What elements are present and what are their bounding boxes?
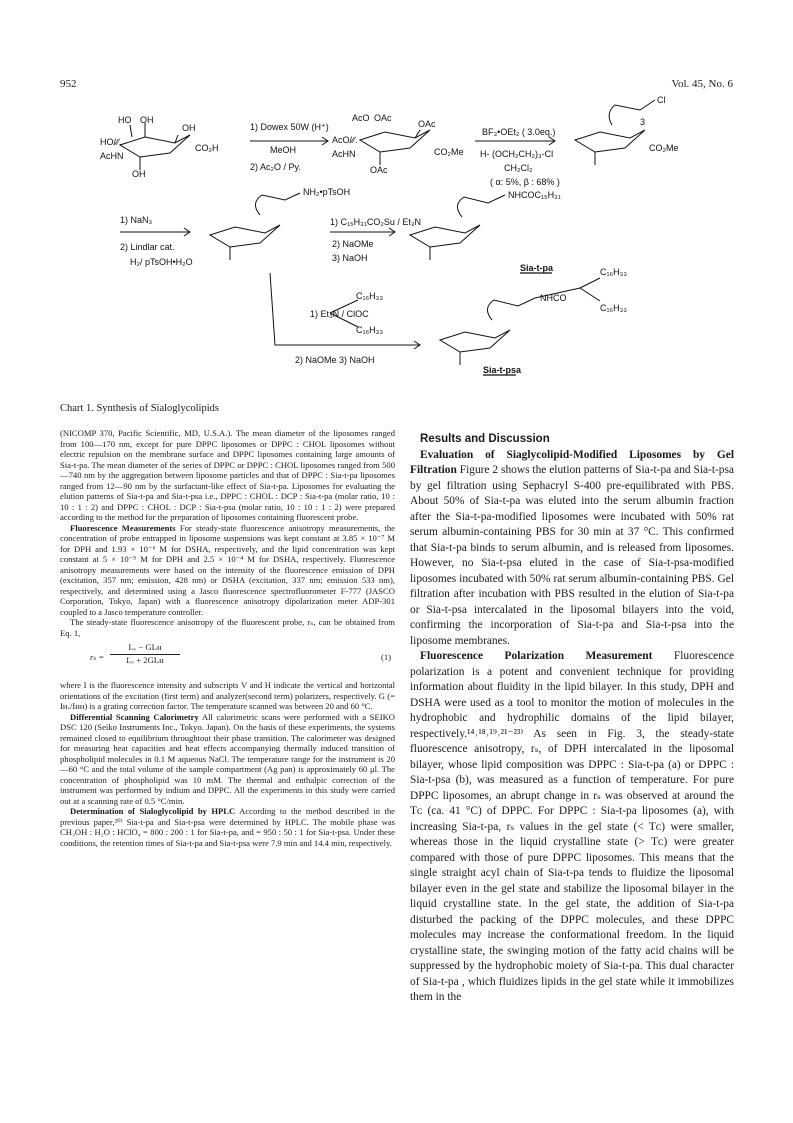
- scheme-text: CO₂Me: [434, 147, 464, 157]
- paragraph: Differential Scanning Calorimetry All calorimetric scans were performed with a SEIKO DSC 120 (Seiko Instruments Inc., Tokyo. Japan). On the basis of these experiments, the systems remained closed to equilibrium throughtout their phase transition. The calorimeter was designed for measuring heat capacities and heat effects accompanying thermally induced transition of phospholipid molecules in 0.1 M aqueous NaCl. The temperature range for the instrument is 20—60 °C and the total volume of the sample compartment (Ag pan) is approximately 60 μl. The concentration of phospholipid was 10 mM. The thermal and enthalpic correction of the instrument was performed by indium and DPPC. All the experiments in this study were carried out at a scanning rate of 0.5 °C/min.: [60, 711, 395, 806]
- scheme-text: OAc: [370, 165, 388, 175]
- page-number: 952: [60, 78, 77, 90]
- paragraph: The steady-state fluorescence anisotropy of the fluorescent probe, rₛ, can be obtained from Eq. 1,: [60, 617, 395, 638]
- scheme-text: 2) NaOMe: [332, 239, 374, 249]
- paragraph: Determination of Sialoglycolipid by HPLC According to the method described in the previous paper,²⁰⁾ Sia-t-pa and Sia-t-psa were determined by HPLC. The mobile phase was CH₃OH : H₂O : HClO₄ = 800 : 200 : 1 for Sia-t-pa, and = 950 : 50 : 1 for Sia-t-psa. Under these conditions, the retention times of Sia-t-pa and Sia-t-psa were 7.9 min and 14.4 min, respectively.: [60, 806, 396, 848]
- scheme-text: 1) NaN₃: [120, 215, 153, 225]
- paragraph: Fluorescence Polarization Measurement Fluorescence polarization is a potent and convenient technique for providing information about fluidity in the lipid bilayer. In this study, DPH and DSHA were used as a tool to monitor the motion of molecules in the hydrophobic and hydrophilic domains of the lipid bilayer, respectively.¹⁴˒¹⁸˒¹⁹˒²¹⁻²³⁾ As seen in Fig. 3, the steady-state fluorescence anisotropy, rₛ, of DPH intercalated in the liposomal bilayer, whose lipid composition was DPPC : Sia-t-pa (a) or DPPC : Sia-t-psa (b), was measured as a function of temperature. For pure DPPC liposomes, an abrupt change in rₛ was observed at around the Tᴄ (ca. 41 °C) of DPPC. For DPPC : Sia-t-pa liposomes (a), with increasing Sia-t-pa, rₛ values in the gel state (< Tᴄ) were smaller, whereas those in the liquid crystalline state (> Tᴄ) were greater compared with those of pure DPPC liposomes. This means that the single straight acyl chain of Sia-t-pa tends to fluidize the liposomal bilayer even in the gel state and stabilize the liposomal bilayer in the liquid crystalline state. In the gel state, the addition of Sia-t-pa disturbed the packing of the DPPC molecules, and these DPPC molecules may increase the conformational freedom. In the liquid crystalline state, the swinging motion of the fatty acid chains will be suppressed by the hydrophobic moiety of Sia-t-pa. This dual character of Sia-t-pa , which fluidizes lipids in the gel state while it immobilizes them in the: [410, 650, 734, 1003]
- scheme-text: 1) C₁₅H₃₁CO₂Su / Et₃N: [330, 217, 422, 227]
- synthesis-scheme: [100, 95, 720, 395]
- scheme-text: H- (OCH₂CH₂)₃-Cl: [480, 149, 554, 159]
- scheme-text: AcHN: [332, 149, 356, 159]
- scheme-text: NHCOC₁₅H₃₁: [508, 190, 561, 200]
- scheme-text: 3) NaOH: [332, 253, 368, 263]
- scheme-text: AcO: [352, 113, 370, 123]
- scheme-text: OH: [132, 169, 146, 179]
- right-column: [410, 432, 734, 1006]
- scheme-text: CO₂H: [195, 143, 219, 153]
- scheme-text: 1) Dowex 50W (H⁺): [250, 122, 329, 132]
- section-heading: Fluorescence Measurements: [70, 522, 176, 533]
- scheme-text: H₂/ pTsOH•H₂O: [130, 257, 193, 267]
- scheme-text: CO₂Me: [649, 143, 679, 153]
- paragraph: where I is the fluorescence intensity and subscripts V and H indicate the vertical and horizontal orientations of the excitation (first term) and analyzer(second term) polarizers, respectively. G (= Iʜᵥ/Iʜʜ) is a grating correction factor. The temperature scanned was between 20 and 60 °C.: [60, 680, 395, 711]
- scheme-text: C₁₆H₃₃: [356, 291, 383, 301]
- scheme-text: OAc: [374, 113, 392, 123]
- scheme-text: 2) NaOMe 3) NaOH: [295, 355, 375, 365]
- chart-caption: Chart 1. Synthesis of Sialoglycolipids: [60, 403, 219, 414]
- product-label-sia-t-pa: Sia-t-pa: [520, 263, 554, 273]
- scheme-text: C₁₆H₃₃: [356, 325, 383, 335]
- scheme-text: AcO/∕∕.: [332, 135, 358, 145]
- scheme-text: BF₃•OEt₂ ( 3.0eq.): [482, 127, 556, 137]
- left-column: [60, 428, 395, 848]
- product-label-sia-t-psa: Sia-t-psa: [483, 365, 522, 375]
- scheme-text: HO: [118, 115, 132, 125]
- section-heading: Determination of Sialoglycolipid by HPLC: [70, 806, 236, 816]
- scheme-text: NH₂•pTsOH: [303, 187, 351, 197]
- volume-label: Vol. 45, No. 6: [671, 78, 733, 90]
- scheme-text: Cl: [657, 95, 666, 105]
- scheme-text: CH₂Cl₂: [504, 163, 533, 173]
- scheme-text: 1) Et₃N / ClOC: [310, 309, 369, 319]
- paragraph: Fluorescence Measurements For steady-state fluorescence anisotropy measurements, the concentration of probe entrapped in liposome suspensions was kept constant at 3.85 × 10⁻⁷ M for DPH and 1.93 × 10⁻⁶ M for DSHA, respectively, and the lipid concentration was kept constant at 5 × 10⁻⁵ M for DPH and 2.5 × 10⁻⁴ M for DSHA, respectively. Fluorescence anisotropy measurements were based on the intensity of the fluorescence emission of DPH (excitation, 357 nm; emission, 428 nm) or DSHA (excitation, 337 nm; emission 533 nm), respectively, and determined using a Jasco fluorescence spectrofluorometer F-777 (JASCO Corporation, Tokyo, Japan) with a fluorescence anisotropy dipolarization meter ADP-301 coupled to a Jasco temperature controller.: [60, 522, 396, 617]
- section-heading: Fluorescence Polarization Measurement: [420, 650, 653, 662]
- section-title: Results and Discussion: [420, 433, 550, 445]
- paragraph: (NICOMP 370, Pacific Scientific, MD, U.S.A.). The mean diameter of the liposomes ranged from 100—170 nm, except for pure DPPC liposomes or DPPC : CHOL liposomes without electric repulsion on the membrane surface and DPPC liposomes containing large amounts of Sia-t-pa. The mean diameter of the series of DPPC or DPPC : CHOL liposomes ranged from 500—740 nm by the aggregation between liposome particles and that of DPPC : Sia-t-pa liposomes ranged from 12—90 nm by the surfactant-like effect of Sia-t-pa. Liposomes for evaluating the elution patterns of Sia-t-pa and Sia-t-psa i.e., DPPC : CHOL : DCP : Sia-t-pa (molar ratio, 10 : 10 : 1 : 2) and DPPC : CHOL : DCP : Sia-t-psa (molar ratio, 10 : 10 : 1 : 2) were prepared according to the method for the preparation of liposomes containing fluorescent probe.: [60, 428, 395, 522]
- scheme-text: 3: [640, 117, 646, 127]
- scheme-text: AcHN: [100, 151, 124, 161]
- section-heading: Differential Scanning Calorimetry: [70, 711, 199, 722]
- scheme-text: C₁₆H₃₃: [600, 267, 627, 277]
- scheme-text: HO/∕∕.: [100, 137, 122, 147]
- scheme-text: C₁₆H₃₃: [600, 303, 627, 313]
- scheme-text: MeOH: [270, 145, 297, 155]
- eq-number: (1): [380, 652, 391, 662]
- scheme-text: ( α: 5%, β : 68% ): [490, 177, 560, 187]
- eq-denominator: Iᵥᵥ + 2GIᵥʜ: [126, 654, 164, 665]
- scheme-text: 2) Lindlar cat.: [120, 242, 175, 252]
- equation-1: rₛ = Iᵥᵥ − GIᵥʜ Iᵥᵥ + 2GIᵥʜ (1): [90, 642, 391, 665]
- paragraph: Evaluation of Siaglycolipid-Modified Liposomes by Gel Filtration Figure 2 shows the elution patterns of Sia-t-pa and Sia-t-psa by gel filtration using Sephacryl S-400 pre-equilibrated with PBS. About 50% of Sia-t-pa was eluted into the serum albumin fraction after the Sia-t-pa-modified liposomes were incubated with 50% rat serum albumin-containing PBS for 30 min at 37 °C. This confirmed that Sia-t-pa binds to serum albumin, and is released from liposomes. However, no Sia-t-psa eluted in the case of Sia-t-psa-modified liposomes incubated with 50% rat serum albumin-containing PBS. Gel filtration after incubation with PBS resulted in the elution of Sia-t-pa or Sia-t-psa intercalated in the liposomal bilayers into the void, confirming the incorporation of Sia-t-pa and Sia-t-psa into the liposome membranes.: [410, 448, 734, 647]
- scheme-text: NHCO: [540, 293, 567, 303]
- scheme-text: OAc: [418, 119, 436, 129]
- eq-numerator: Iᵥᵥ − GIᵥʜ: [110, 642, 180, 655]
- scheme-text: OH: [140, 115, 154, 125]
- scheme-text: OH: [182, 123, 196, 133]
- scheme-text: 2) Ac₂O / Py.: [250, 162, 301, 172]
- section-heading: Evaluation of Siaglycolipid-Modified Liposomes by Gel Filtration: [410, 448, 734, 476]
